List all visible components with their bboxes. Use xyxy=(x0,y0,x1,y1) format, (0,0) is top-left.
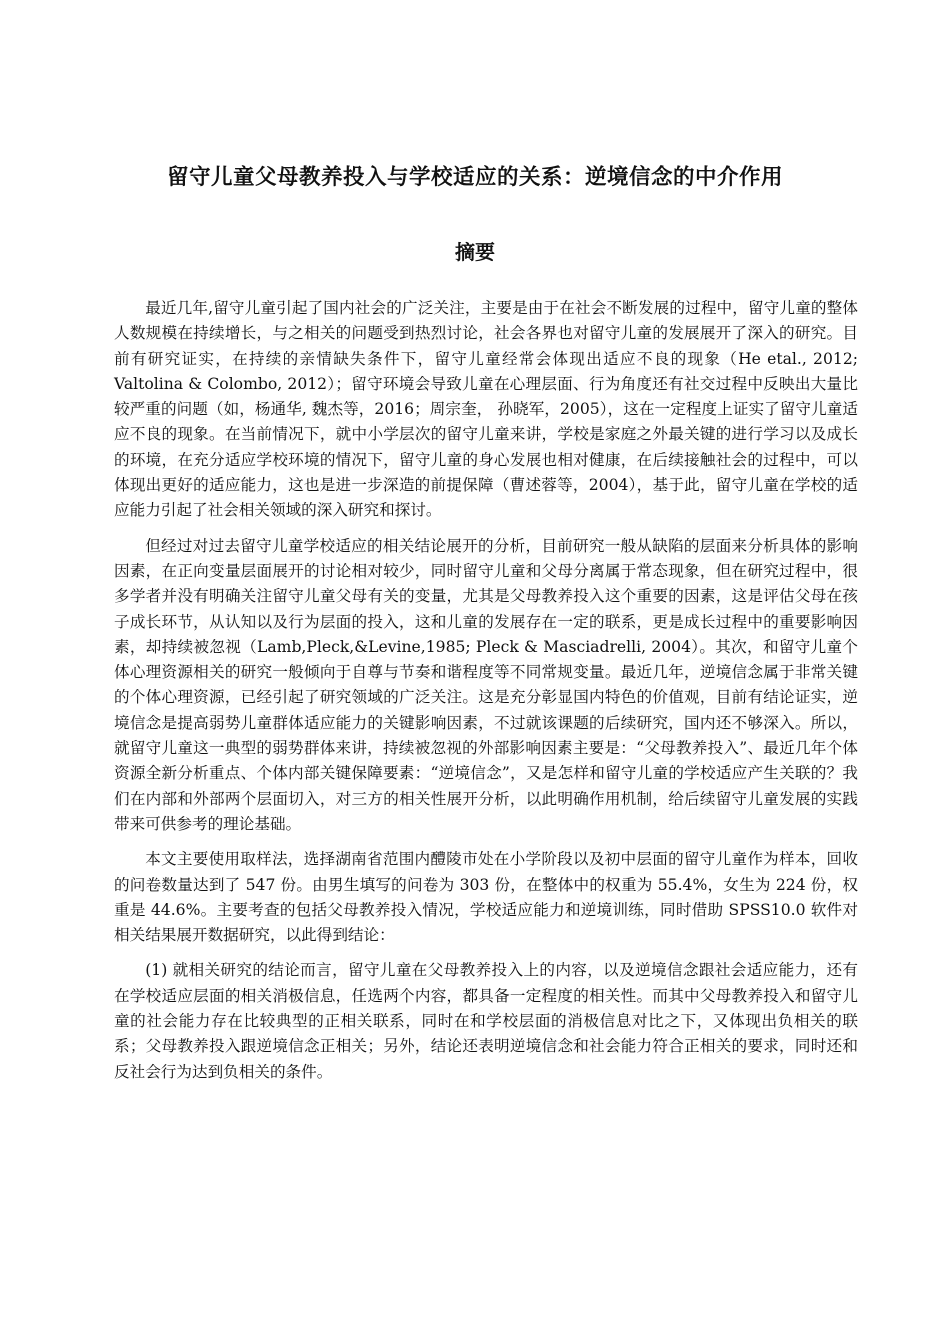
abstract-body xyxy=(114,296,858,1095)
abstract-heading: 摘要 xyxy=(455,240,495,264)
paragraph-4: (1) 就相关研究的结论而言，留守儿童在父母教养投入上的内容，以及逆境信念跟社会适应能力，还有在学校适应层面的相关消极信息，任选两个内容，都具备一定程度的相关性。而其中父母教养投入和留守儿童的社会能力存在比较典型的正相关联系，同时在和学校层面的消极信息对比之下，又体现出负相关的联系；父母教养投入跟逆境信念正相关；另外，结论还表明逆境信念和社会能力符合正相关的要求，同时还和反社会行为达到负相关的条件。 xyxy=(114,961,858,1081)
paragraph-1: 最近几年,留守儿童引起了国内社会的广泛关注，主要是由于在社会不断发展的过程中，留守儿童的整体人数规模在持续增长，与之相关的问题受到热烈讨论，社会各界也对留守儿童的发展展开了深入的研究。目前有研究证实，在持续的亲情缺失条件下，留守儿童经常会体现出适应不良的现象（He etal., 2012; Valtolina & Colombo, 2012）；留守环境会导致儿童在心理层面、行为角度还有社交过程中反映出大量比较严重的问题（如，杨通华, 魏杰等，2016；周宗奎， 孙晓军，2005），这在一定程度上证实了留守儿童适应不良的现象。在当前情况下，就中小学层次的留守儿童来讲，学校是家庭之外最关键的进行学习以及成长的环境，在充分适应学校环境的情况下，留守儿童的身心发展也相对健康，在后续接触社会的过程中，可以体现出更好的适应能力，这也是进一步深造的前提保障（曹述蓉等，2004），基于此，留守儿童在学校的适应能力引起了社会相关领域的深入研究和探讨。 xyxy=(114,299,858,520)
paragraph-2: 但经过对过去留守儿童学校适应的相关结论展开的分析，目前研究一般从缺陷的层面来分析具体的影响因素，在正向变量层面展开的讨论相对较少，同时留守儿童和父母分离属于常态现象，但在研究过程中，很多学者并没有明确关注留守儿童父母有关的变量，尤其是父母教养投入这个重要的因素，这是评估父母在孩子成长环节，从认知以及行为层面的投入，这和儿童的发展存在一定的联系，更是成长过程中的重要影响因素，却持续被忽视（Lamb,Pleck,&Levine,1985; Pleck & Masciadrelli, 2004）。其次，和留守儿童个体心理资源相关的研究一般倾向于自尊与节奏和谐程度等不同常规变量。最近几年，逆境信念属于非常关键的个体心理资源，已经引起了研究领域的广泛关注。这是充分彰显国内特色的价值观，目前有结论证实，逆境信念是提高弱势儿童群体适应能力的关键影响因素，不过就该课题的后续研究，国内还不够深入。所以，就留守儿童这一典型的弱势群体来讲，持续被忽视的外部影响因素主要是：“父母教养投入”、最近几年个体资源全新分析重点、个体内部关键保障要素：“逆境信念”，又是怎样和留守儿童的学校适应产生关联的？我们在内部和外部两个层面切入，对三方的相关性展开分析，以此明确作用机制，给后续留守儿童发展的实践带来可供参考的理论基础。 xyxy=(114,536,858,833)
paper-title: 留守儿童父母教养投入与学校适应的关系：逆境信念的中介作用 xyxy=(166,165,783,190)
paragraph-3: 本文主要使用取样法，选择湖南省范围内醴陵市处在小学阶段以及初中层面的留守儿童作为样本，回收的问卷数量达到了 547 份。由男生填写的问卷为 303 份，在整体中的权重为 55.4%，女生为 224 份，权重是 44.6%。主要考查的包括父母教养投入情况，学校适应能力和逆境训练，同时借助 SPSS10.0 软件对相关结果展开数据研究，以此得到结论： xyxy=(114,850,858,945)
